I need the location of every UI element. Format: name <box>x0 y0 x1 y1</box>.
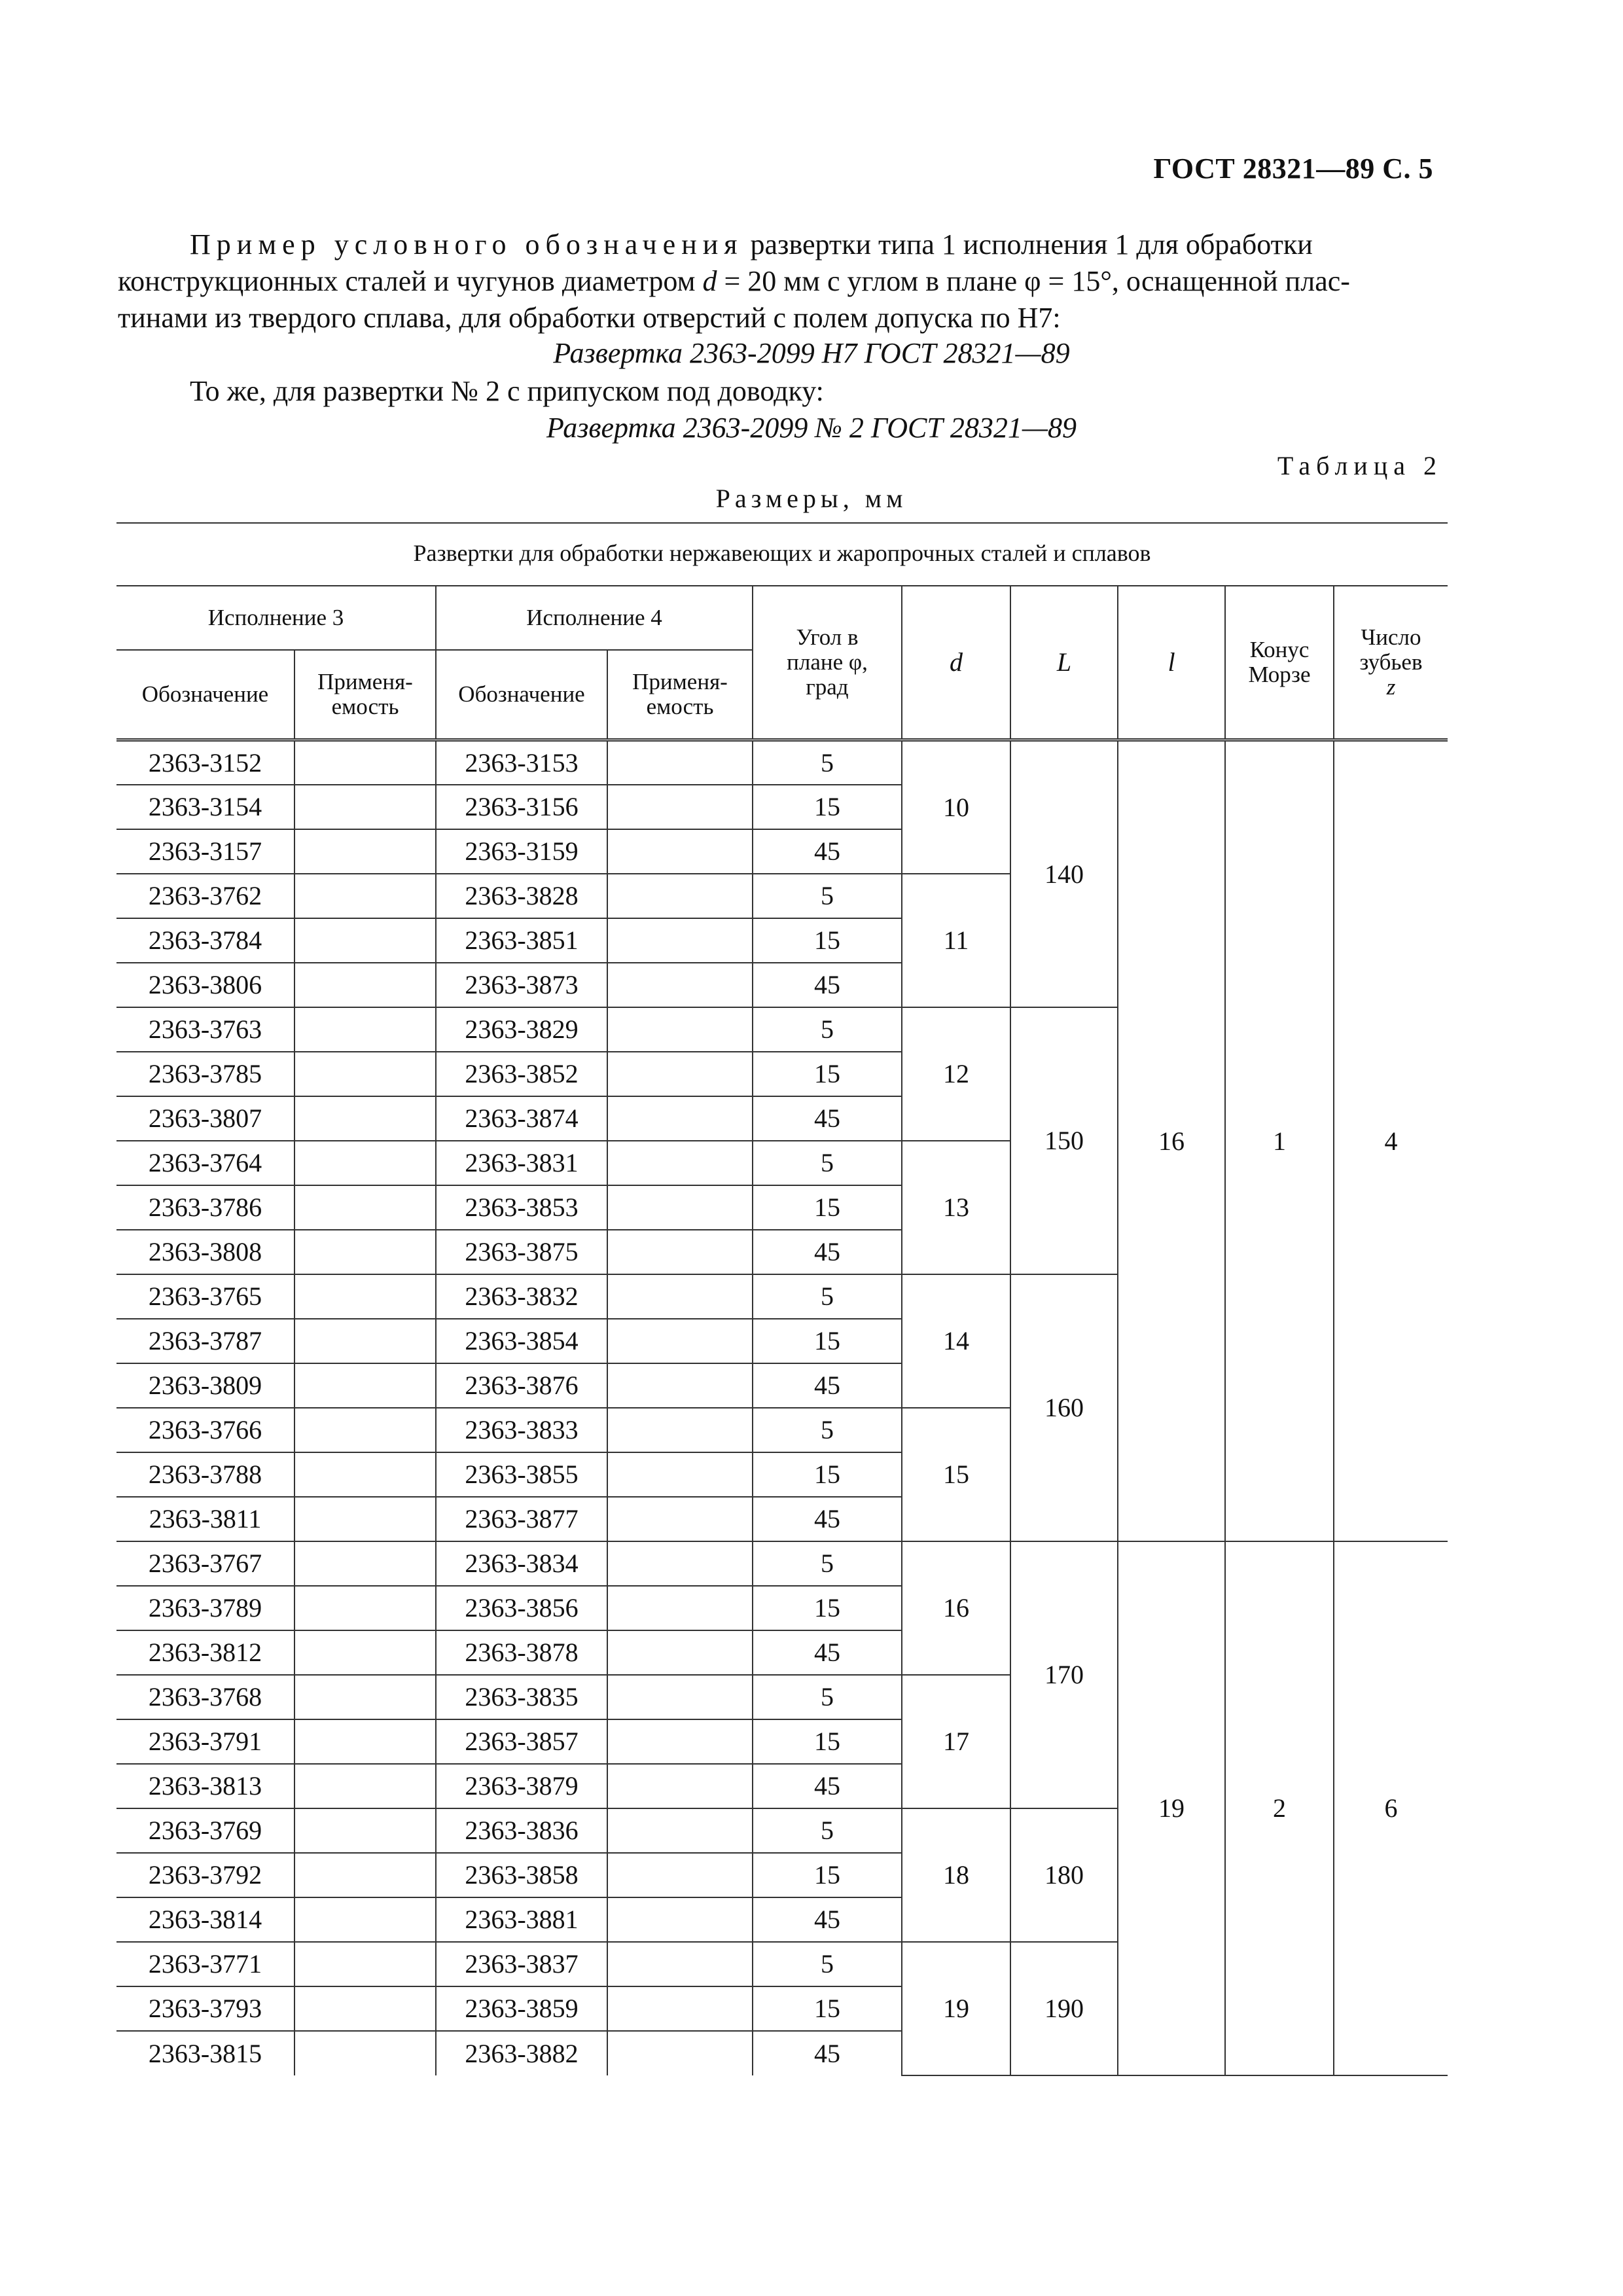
d-cell: 17 <box>902 1675 1010 1808</box>
angle-cell: 5 <box>753 874 902 918</box>
exec4-designation: 2363-3878 <box>436 1630 607 1675</box>
exec4-applicability <box>607 1541 753 1586</box>
exec4-applicability <box>607 1630 753 1675</box>
exec4-designation: 2363-3852 <box>436 1052 607 1096</box>
angle-cell: 5 <box>753 1408 902 1452</box>
header-exec3: Исполнение 3 <box>116 586 436 650</box>
L-cell: 140 <box>1010 740 1118 1007</box>
exec3-applicability <box>294 1808 436 1853</box>
exec4-applicability <box>607 1096 753 1141</box>
exec4-applicability <box>607 1408 753 1452</box>
header-angle-1: Угол в <box>796 624 859 650</box>
header-angle-3: град <box>806 674 849 700</box>
exec3-designation: 2363-3157 <box>116 829 294 874</box>
exec4-designation: 2363-3836 <box>436 1808 607 1853</box>
exec4-applicability <box>607 1185 753 1230</box>
exec3-applicability <box>294 1363 436 1408</box>
L-cell: 150 <box>1010 1007 1118 1274</box>
exec3-applicability <box>294 1719 436 1764</box>
exec3-designation: 2363-3152 <box>116 740 294 785</box>
angle-cell: 45 <box>753 829 902 874</box>
exec4-designation: 2363-3829 <box>436 1007 607 1052</box>
table-row <box>116 1541 1448 1586</box>
L-cell: 160 <box>1010 1274 1118 1541</box>
exec3-designation: 2363-3793 <box>116 1986 294 2031</box>
exec4-applicability <box>607 1897 753 1942</box>
caption-top-rule <box>116 522 1448 524</box>
exec4-designation: 2363-3831 <box>436 1141 607 1185</box>
page-header: ГОСТ 28321—89 С. 5 <box>1153 152 1433 185</box>
exec4-designation: 2363-3877 <box>436 1497 607 1541</box>
exec3-applicability <box>294 1586 436 1630</box>
L-cell: 190 <box>1010 1942 1118 2075</box>
example-line2 <box>118 263 1453 300</box>
header-exec4-appl-2: емость <box>646 694 714 719</box>
d-cell: 16 <box>902 1541 1010 1675</box>
d-cell: 12 <box>902 1007 1010 1141</box>
angle-cell: 5 <box>753 1141 902 1185</box>
exec4-designation: 2363-3832 <box>436 1274 607 1319</box>
d-cell: 14 <box>902 1274 1010 1408</box>
exec3-applicability <box>294 1185 436 1230</box>
angle-cell: 15 <box>753 1853 902 1897</box>
header-exec3-applicability <box>294 650 436 740</box>
exec4-applicability <box>607 1141 753 1185</box>
header-morse-2: Морзе <box>1248 662 1311 687</box>
exec4-designation: 2363-3156 <box>436 785 607 829</box>
exec4-applicability <box>607 1764 753 1808</box>
same-text: То же, для развертки № 2 с припуском под доводку: <box>190 375 824 407</box>
table-label: Таблица 2 <box>1277 451 1442 480</box>
exec4-applicability <box>607 1808 753 1853</box>
angle-cell: 45 <box>753 1363 902 1408</box>
exec3-applicability <box>294 740 436 785</box>
angle-cell: 45 <box>753 1630 902 1675</box>
exec4-designation: 2363-3875 <box>436 1230 607 1274</box>
designation-1: Развертка 2363-2099 Н7 ГОСТ 28321—89 <box>553 337 1070 369</box>
designation-2: Развертка 2363-2099 № 2 ГОСТ 28321—89 <box>546 412 1077 444</box>
exec4-applicability <box>607 1853 753 1897</box>
angle-cell: 45 <box>753 1897 902 1942</box>
angle-cell: 45 <box>753 1096 902 1141</box>
d-cell: 15 <box>902 1408 1010 1541</box>
exec4-applicability <box>607 1007 753 1052</box>
exec3-designation: 2363-3808 <box>116 1230 294 1274</box>
exec4-designation: 2363-3856 <box>436 1586 607 1630</box>
exec3-designation: 2363-3784 <box>116 918 294 963</box>
exec4-designation: 2363-3879 <box>436 1764 607 1808</box>
exec4-applicability <box>607 963 753 1007</box>
example-line2-b: = 20 мм с углом в плане φ = 15°, оснащенной плас- <box>717 265 1350 297</box>
exec3-designation: 2363-3762 <box>116 874 294 918</box>
table-caption: Развертки для обработки нержавеющих и жаропрочных сталей и сплавов <box>413 540 1151 566</box>
header-exec3-appl-2: емость <box>331 694 399 719</box>
exec3-applicability <box>294 2031 436 2075</box>
exec3-designation: 2363-3814 <box>116 1897 294 1942</box>
exec4-applicability <box>607 1586 753 1630</box>
exec4-designation: 2363-3828 <box>436 874 607 918</box>
morse-cell: 1 <box>1225 740 1334 1541</box>
exec4-applicability <box>607 1942 753 1986</box>
exec4-applicability <box>607 1052 753 1096</box>
angle-cell: 45 <box>753 963 902 1007</box>
example-lead: Пример условного обозначения <box>190 228 743 260</box>
d-cell: 18 <box>902 1808 1010 1942</box>
header-morse-1: Конус <box>1249 637 1310 662</box>
exec4-designation: 2363-3851 <box>436 918 607 963</box>
exec4-applicability <box>607 2031 753 2075</box>
dimensions-label: Размеры, мм <box>715 484 908 513</box>
exec3-applicability <box>294 1052 436 1096</box>
angle-cell: 5 <box>753 1808 902 1853</box>
angle-cell: 15 <box>753 785 902 829</box>
exec4-applicability <box>607 1986 753 2031</box>
exec4-applicability <box>607 740 753 785</box>
exec3-applicability <box>294 1452 436 1497</box>
exec3-designation: 2363-3788 <box>116 1452 294 1497</box>
exec3-designation: 2363-3785 <box>116 1052 294 1096</box>
header-morse <box>1225 586 1334 740</box>
header-d: d <box>902 586 1010 740</box>
header-teeth-3: z <box>1386 674 1396 700</box>
exec4-applicability <box>607 829 753 874</box>
exec3-designation: 2363-3813 <box>116 1764 294 1808</box>
exec3-designation: 2363-3809 <box>116 1363 294 1408</box>
exec4-applicability <box>607 1274 753 1319</box>
exec3-applicability <box>294 1630 436 1675</box>
exec4-designation: 2363-3853 <box>436 1185 607 1230</box>
exec3-applicability <box>294 1541 436 1586</box>
exec4-applicability <box>607 918 753 963</box>
exec3-designation: 2363-3787 <box>116 1319 294 1363</box>
exec3-designation: 2363-3769 <box>116 1808 294 1853</box>
exec3-applicability <box>294 1675 436 1719</box>
exec4-designation: 2363-3159 <box>436 829 607 874</box>
exec3-applicability <box>294 918 436 963</box>
l-cell: 19 <box>1118 1541 1225 2075</box>
angle-cell: 15 <box>753 1986 902 2031</box>
angle-cell: 5 <box>753 1541 902 1586</box>
header-l: l <box>1118 586 1225 740</box>
exec3-designation: 2363-3763 <box>116 1007 294 1052</box>
header-teeth <box>1334 586 1448 740</box>
exec4-applicability <box>607 1719 753 1764</box>
angle-cell: 5 <box>753 1675 902 1719</box>
exec3-applicability <box>294 1853 436 1897</box>
angle-cell: 5 <box>753 740 902 785</box>
exec3-designation: 2363-3812 <box>116 1630 294 1675</box>
header-exec3-designation: Обозначение <box>116 650 294 740</box>
exec3-designation: 2363-3764 <box>116 1141 294 1185</box>
header-exec4-appl-1: Применя- <box>632 669 728 694</box>
header-exec4-applicability <box>607 650 753 740</box>
exec3-designation: 2363-3154 <box>116 785 294 829</box>
exec3-applicability <box>294 874 436 918</box>
d-cell: 13 <box>902 1141 1010 1274</box>
angle-cell: 15 <box>753 1452 902 1497</box>
example-line2-d: d <box>702 265 717 297</box>
table-row <box>116 740 1448 785</box>
exec3-designation: 2363-3789 <box>116 1586 294 1630</box>
exec4-designation: 2363-3857 <box>436 1719 607 1764</box>
exec4-designation: 2363-3882 <box>436 2031 607 2075</box>
L-cell: 170 <box>1010 1541 1118 1808</box>
angle-cell: 45 <box>753 1497 902 1541</box>
exec4-applicability <box>607 1675 753 1719</box>
exec4-designation: 2363-3874 <box>436 1096 607 1141</box>
d-cell: 11 <box>902 874 1010 1007</box>
exec4-designation: 2363-3876 <box>436 1363 607 1408</box>
exec4-applicability <box>607 785 753 829</box>
exec4-designation: 2363-3835 <box>436 1675 607 1719</box>
header-angle-2: плане φ, <box>787 649 868 675</box>
exec3-applicability <box>294 1319 436 1363</box>
reamer-table <box>116 585 1448 2076</box>
exec3-designation: 2363-3792 <box>116 1853 294 1897</box>
angle-cell: 45 <box>753 2031 902 2075</box>
exec3-applicability <box>294 1764 436 1808</box>
exec3-designation: 2363-3765 <box>116 1274 294 1319</box>
header-exec4: Исполнение 4 <box>436 586 753 650</box>
exec3-applicability <box>294 1408 436 1452</box>
header-exec3-appl-1: Применя- <box>317 669 413 694</box>
header-angle <box>753 586 902 740</box>
exec3-designation: 2363-3807 <box>116 1096 294 1141</box>
exec4-designation: 2363-3859 <box>436 1986 607 2031</box>
exec4-designation: 2363-3833 <box>436 1408 607 1452</box>
angle-cell: 15 <box>753 1185 902 1230</box>
header-L: L <box>1010 586 1118 740</box>
header-teeth-2: зубьев <box>1359 649 1423 675</box>
angle-cell: 45 <box>753 1230 902 1274</box>
exec3-designation: 2363-3771 <box>116 1942 294 1986</box>
exec4-applicability <box>607 1319 753 1363</box>
exec4-applicability <box>607 1230 753 1274</box>
angle-cell: 15 <box>753 1586 902 1630</box>
exec4-designation: 2363-3834 <box>436 1541 607 1586</box>
teeth-cell: 6 <box>1334 1541 1448 2075</box>
exec3-applicability <box>294 785 436 829</box>
teeth-cell: 4 <box>1334 740 1448 1541</box>
exec3-designation: 2363-3768 <box>116 1675 294 1719</box>
exec4-designation: 2363-3855 <box>436 1452 607 1497</box>
exec3-applicability <box>294 963 436 1007</box>
exec3-applicability <box>294 1897 436 1942</box>
exec4-applicability <box>607 874 753 918</box>
l-cell: 16 <box>1118 740 1225 1541</box>
exec4-designation: 2363-3837 <box>436 1942 607 1986</box>
exec4-designation: 2363-3873 <box>436 963 607 1007</box>
exec4-applicability <box>607 1497 753 1541</box>
header-exec4-designation: Обозначение <box>436 650 607 740</box>
exec3-applicability <box>294 1274 436 1319</box>
exec3-designation: 2363-3811 <box>116 1497 294 1541</box>
exec3-applicability <box>294 1986 436 2031</box>
angle-cell: 15 <box>753 918 902 963</box>
header-teeth-1: Число <box>1361 624 1421 650</box>
exec3-designation: 2363-3791 <box>116 1719 294 1764</box>
exec4-designation: 2363-3881 <box>436 1897 607 1942</box>
example-line1-rest: развертки типа 1 исполнения 1 для обработки <box>743 228 1313 260</box>
exec4-designation: 2363-3858 <box>436 1853 607 1897</box>
exec4-applicability <box>607 1363 753 1408</box>
table-body <box>116 740 1448 2075</box>
angle-cell: 5 <box>753 1942 902 1986</box>
exec3-applicability <box>294 1141 436 1185</box>
exec3-applicability <box>294 1497 436 1541</box>
d-cell: 10 <box>902 740 1010 874</box>
exec4-designation: 2363-3153 <box>436 740 607 785</box>
exec3-applicability <box>294 1096 436 1141</box>
exec3-applicability <box>294 1230 436 1274</box>
d-cell: 19 <box>902 1942 1010 2075</box>
exec3-applicability <box>294 1942 436 1986</box>
angle-cell: 15 <box>753 1719 902 1764</box>
morse-cell: 2 <box>1225 1541 1334 2075</box>
L-cell: 180 <box>1010 1808 1118 1942</box>
angle-cell: 15 <box>753 1052 902 1096</box>
angle-cell: 5 <box>753 1007 902 1052</box>
exec3-designation: 2363-3815 <box>116 2031 294 2075</box>
exec3-applicability <box>294 829 436 874</box>
exec3-designation: 2363-3786 <box>116 1185 294 1230</box>
angle-cell: 45 <box>753 1764 902 1808</box>
exec4-designation: 2363-3854 <box>436 1319 607 1363</box>
exec4-applicability <box>607 1452 753 1497</box>
exec3-designation: 2363-3767 <box>116 1541 294 1586</box>
exec3-applicability <box>294 1007 436 1052</box>
example-paragraph <box>118 226 1453 263</box>
example-line2-a: конструкционных сталей и чугунов диаметром <box>118 265 703 297</box>
example-line3: тинами из твердого сплава, для обработки отверстий с полем допуска по Н7: <box>118 302 1061 334</box>
exec3-designation: 2363-3766 <box>116 1408 294 1452</box>
angle-cell: 5 <box>753 1274 902 1319</box>
exec3-designation: 2363-3806 <box>116 963 294 1007</box>
angle-cell: 15 <box>753 1319 902 1363</box>
